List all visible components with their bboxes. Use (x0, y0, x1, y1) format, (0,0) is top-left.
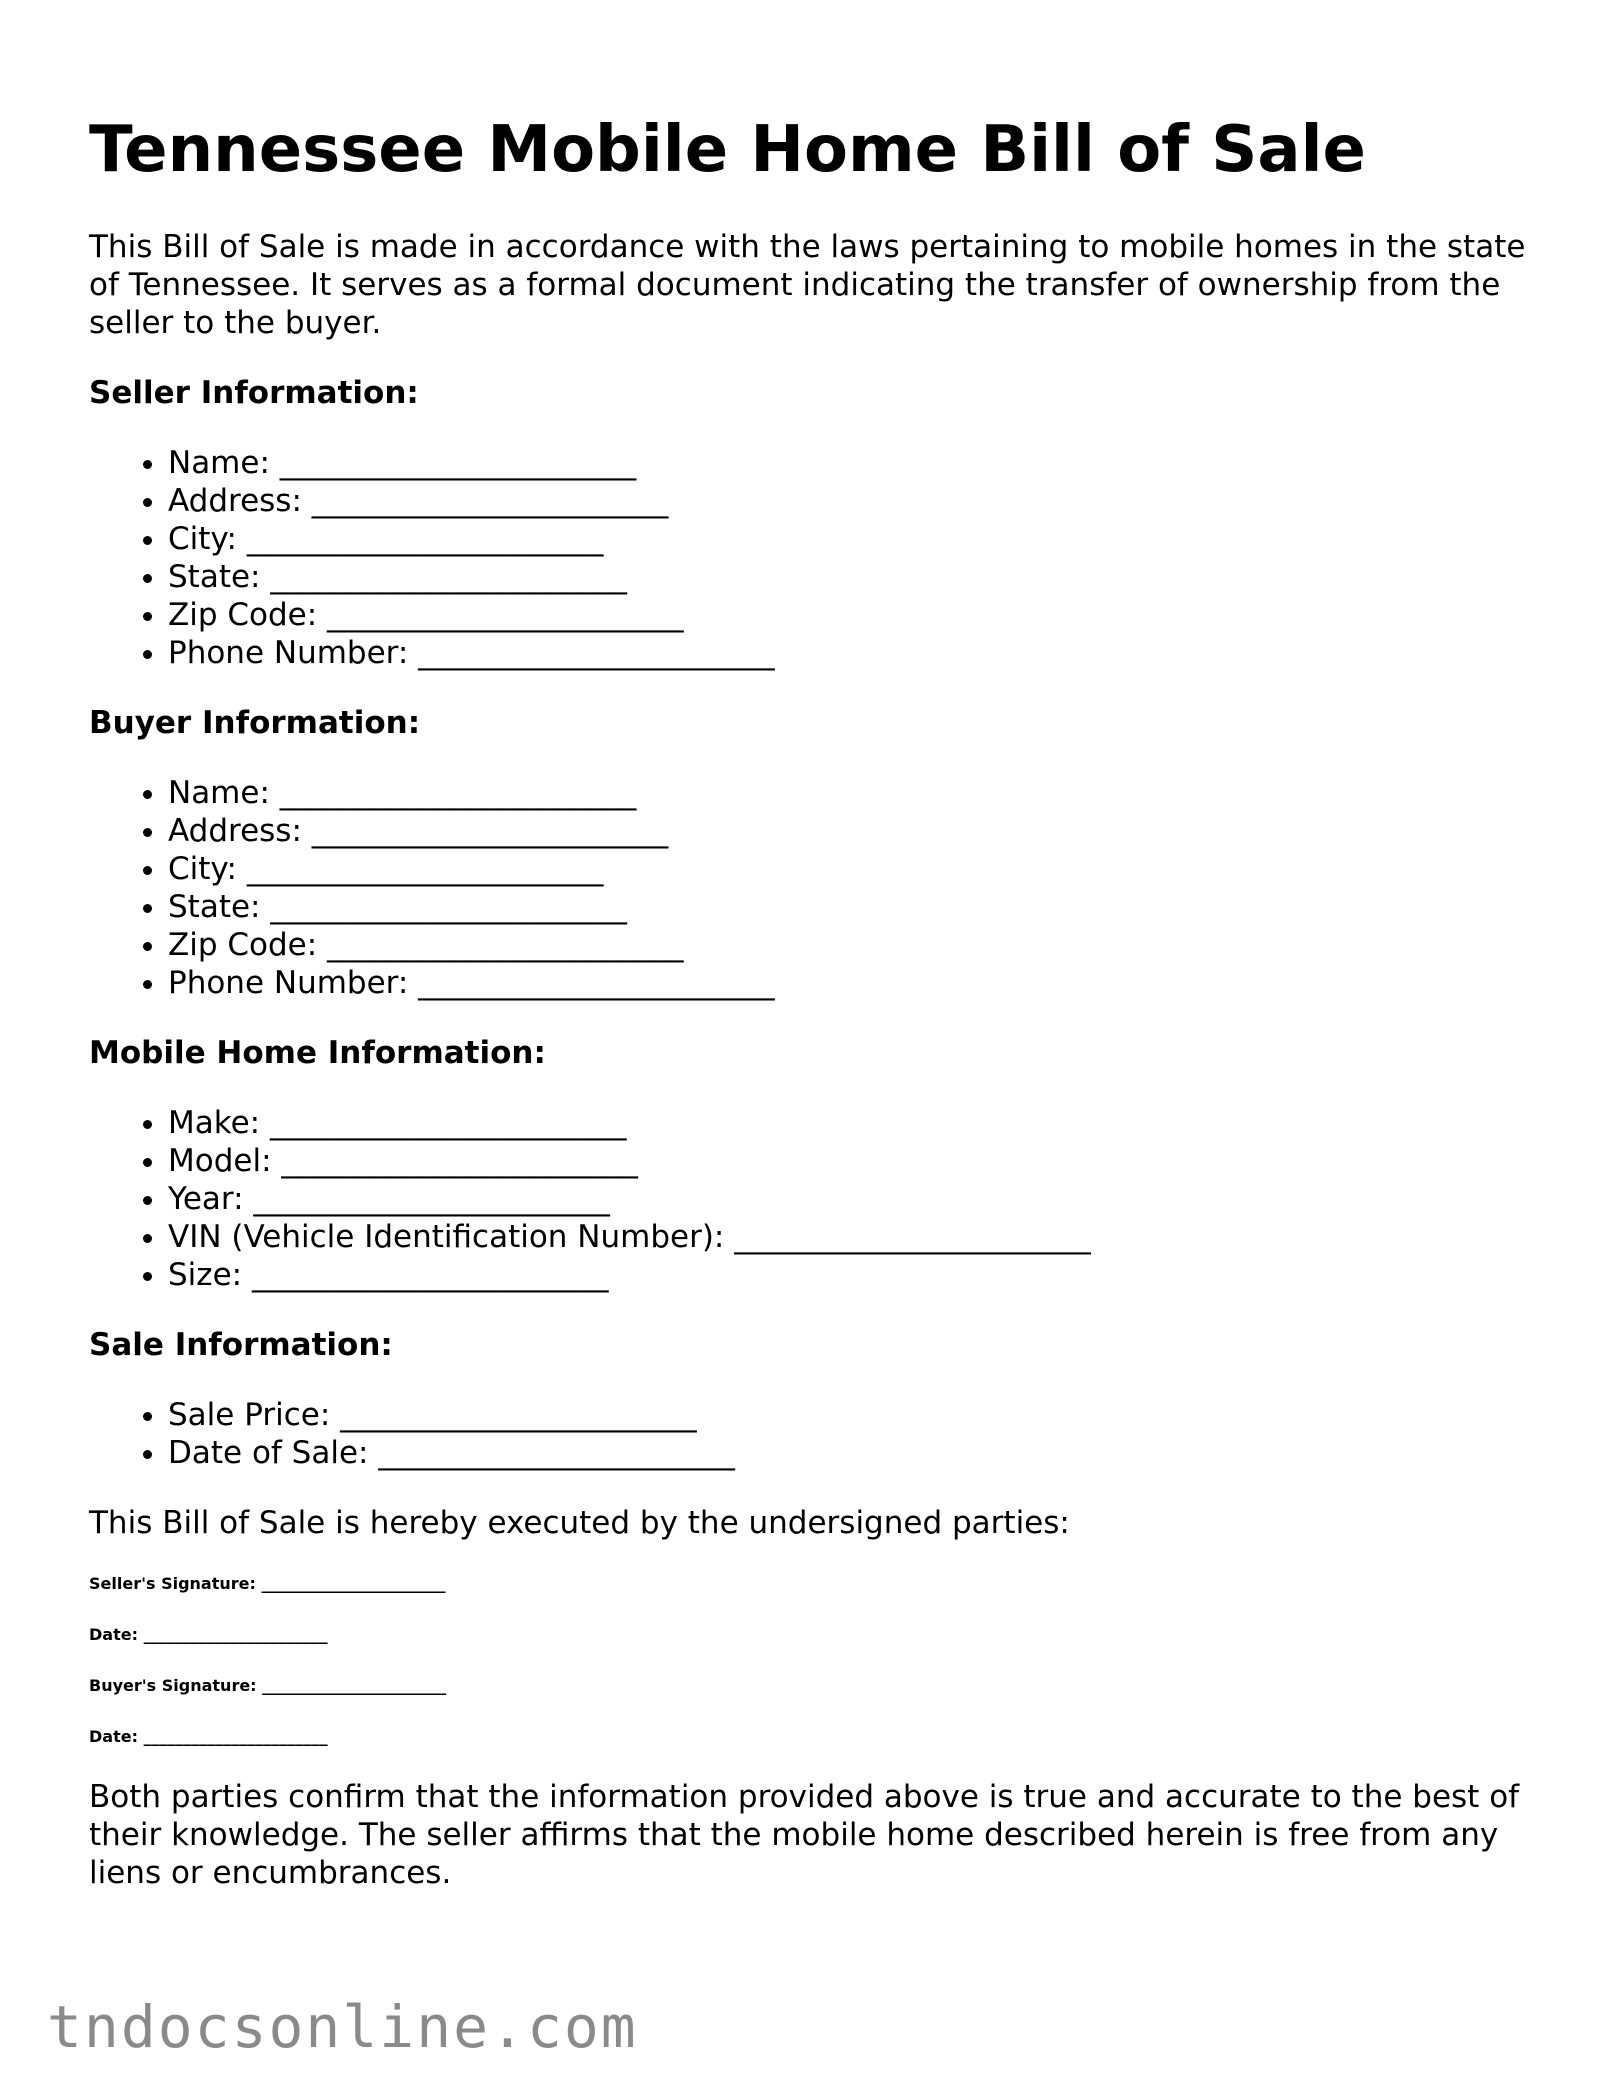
model-field (168, 1142, 1529, 1180)
size-field (168, 1256, 1529, 1294)
buyer-state-field (168, 888, 1529, 926)
fill-blank: _______________________ (734, 1219, 1091, 1255)
seller-name-field (168, 444, 1529, 482)
field-label: Size: (168, 1257, 243, 1293)
mobile-home-section-heading: Mobile Home Information: (89, 1035, 546, 1071)
field-label: Make: (168, 1105, 261, 1141)
fill-blank: _______________________ (281, 1143, 638, 1179)
fill-blank: _______________________ (418, 635, 775, 671)
sale-field-list (89, 1396, 1529, 1472)
field-label: City: (168, 851, 237, 887)
execution-statement: This Bill of Sale is hereby executed by the undersigned parties: (89, 1505, 1070, 1541)
buyer-phone-field (168, 964, 1529, 1002)
sale-section-heading: Sale Information: (89, 1327, 393, 1363)
field-label: Date of Sale: (168, 1435, 369, 1471)
seller-date-line (89, 1625, 1529, 1644)
field-label: Year: (168, 1181, 244, 1217)
fill-blank: _______________________ (143, 1727, 328, 1746)
seller-phone-field (168, 634, 1529, 672)
seller-zip-field (168, 596, 1529, 634)
buyer-zip-field (168, 926, 1529, 964)
buyer-signature-line (89, 1676, 1529, 1695)
buyer-field-list (89, 774, 1529, 1002)
intro-paragraph: This Bill of Sale is made in accordance with the laws pertaining to mobile homes in the state of Tennessee. It serves as a formal document indicating the transfer of ownership from the seller to the buyer. (89, 229, 1526, 341)
sale-price-field (168, 1396, 1529, 1434)
seller-state-field (168, 558, 1529, 596)
field-label: Zip Code: (168, 927, 318, 963)
field-label: Model: (168, 1143, 272, 1179)
signature-label: Seller's Signature: (89, 1574, 256, 1593)
site-watermark: tndocsonline.com (47, 1993, 638, 2061)
date-label: Date: (89, 1625, 138, 1644)
field-label: Address: (168, 813, 302, 849)
sale-date-field (168, 1434, 1529, 1472)
make-field (168, 1104, 1529, 1142)
fill-blank: _______________________ (378, 1435, 735, 1471)
buyer-city-field (168, 850, 1529, 888)
fill-blank: _______________________ (261, 1574, 446, 1593)
fill-blank: _______________________ (270, 889, 627, 925)
field-label: VIN (Vehicle Identification Number): (168, 1219, 725, 1255)
fill-blank: _______________________ (340, 1397, 697, 1433)
fill-blank: _______________________ (246, 521, 604, 557)
field-label: State: (168, 889, 261, 925)
fill-blank: _______________________ (279, 445, 637, 481)
field-label: Name: (168, 775, 270, 811)
fill-blank: _______________________ (279, 775, 637, 811)
fill-blank: _______________________ (246, 851, 604, 887)
fill-blank: _______________________ (311, 813, 669, 849)
buyer-address-field (168, 812, 1529, 850)
vin-field (168, 1218, 1529, 1256)
buyer-name-field (168, 774, 1529, 812)
fill-blank: _______________________ (143, 1625, 328, 1644)
fill-blank: _______________________ (269, 1105, 627, 1141)
seller-city-field (168, 520, 1529, 558)
field-label: Phone Number: (168, 965, 409, 1001)
fill-blank: _______________________ (311, 483, 669, 519)
seller-address-field (168, 482, 1529, 520)
closing-paragraph: Both parties confirm that the information provided above is true and accurate to the best of their knowledge. The seller affirms that the mobile home described herein is free from any liens or encumbrances. (89, 1779, 1520, 1891)
field-label: Address: (168, 483, 302, 519)
fill-blank: _______________________ (253, 1181, 610, 1217)
field-label: Sale Price: (168, 1397, 331, 1433)
field-label: Zip Code: (168, 597, 318, 633)
fill-blank: _______________________ (262, 1676, 447, 1695)
mobile-home-field-list (89, 1104, 1529, 1294)
seller-field-list (89, 444, 1529, 672)
field-label: State: (168, 559, 261, 595)
seller-signature-line (89, 1574, 1529, 1593)
field-label: Phone Number: (168, 635, 409, 671)
signature-label: Buyer's Signature: (89, 1676, 257, 1695)
buyer-section-heading: Buyer Information: (89, 705, 421, 741)
document-title: Tennessee Mobile Home Bill of Sale (89, 113, 1366, 187)
fill-blank: _______________________ (251, 1257, 609, 1293)
fill-blank: _______________________ (418, 965, 775, 1001)
date-label: Date: (89, 1727, 138, 1746)
fill-blank: _______________________ (327, 597, 684, 633)
fill-blank: _______________________ (270, 559, 627, 595)
fill-blank: _______________________ (327, 927, 684, 963)
field-label: City: (168, 521, 237, 557)
document-body (89, 112, 1529, 1892)
buyer-date-line (89, 1727, 1529, 1746)
field-label: Name: (168, 445, 270, 481)
seller-section-heading: Seller Information: (89, 375, 419, 411)
year-field (168, 1180, 1529, 1218)
